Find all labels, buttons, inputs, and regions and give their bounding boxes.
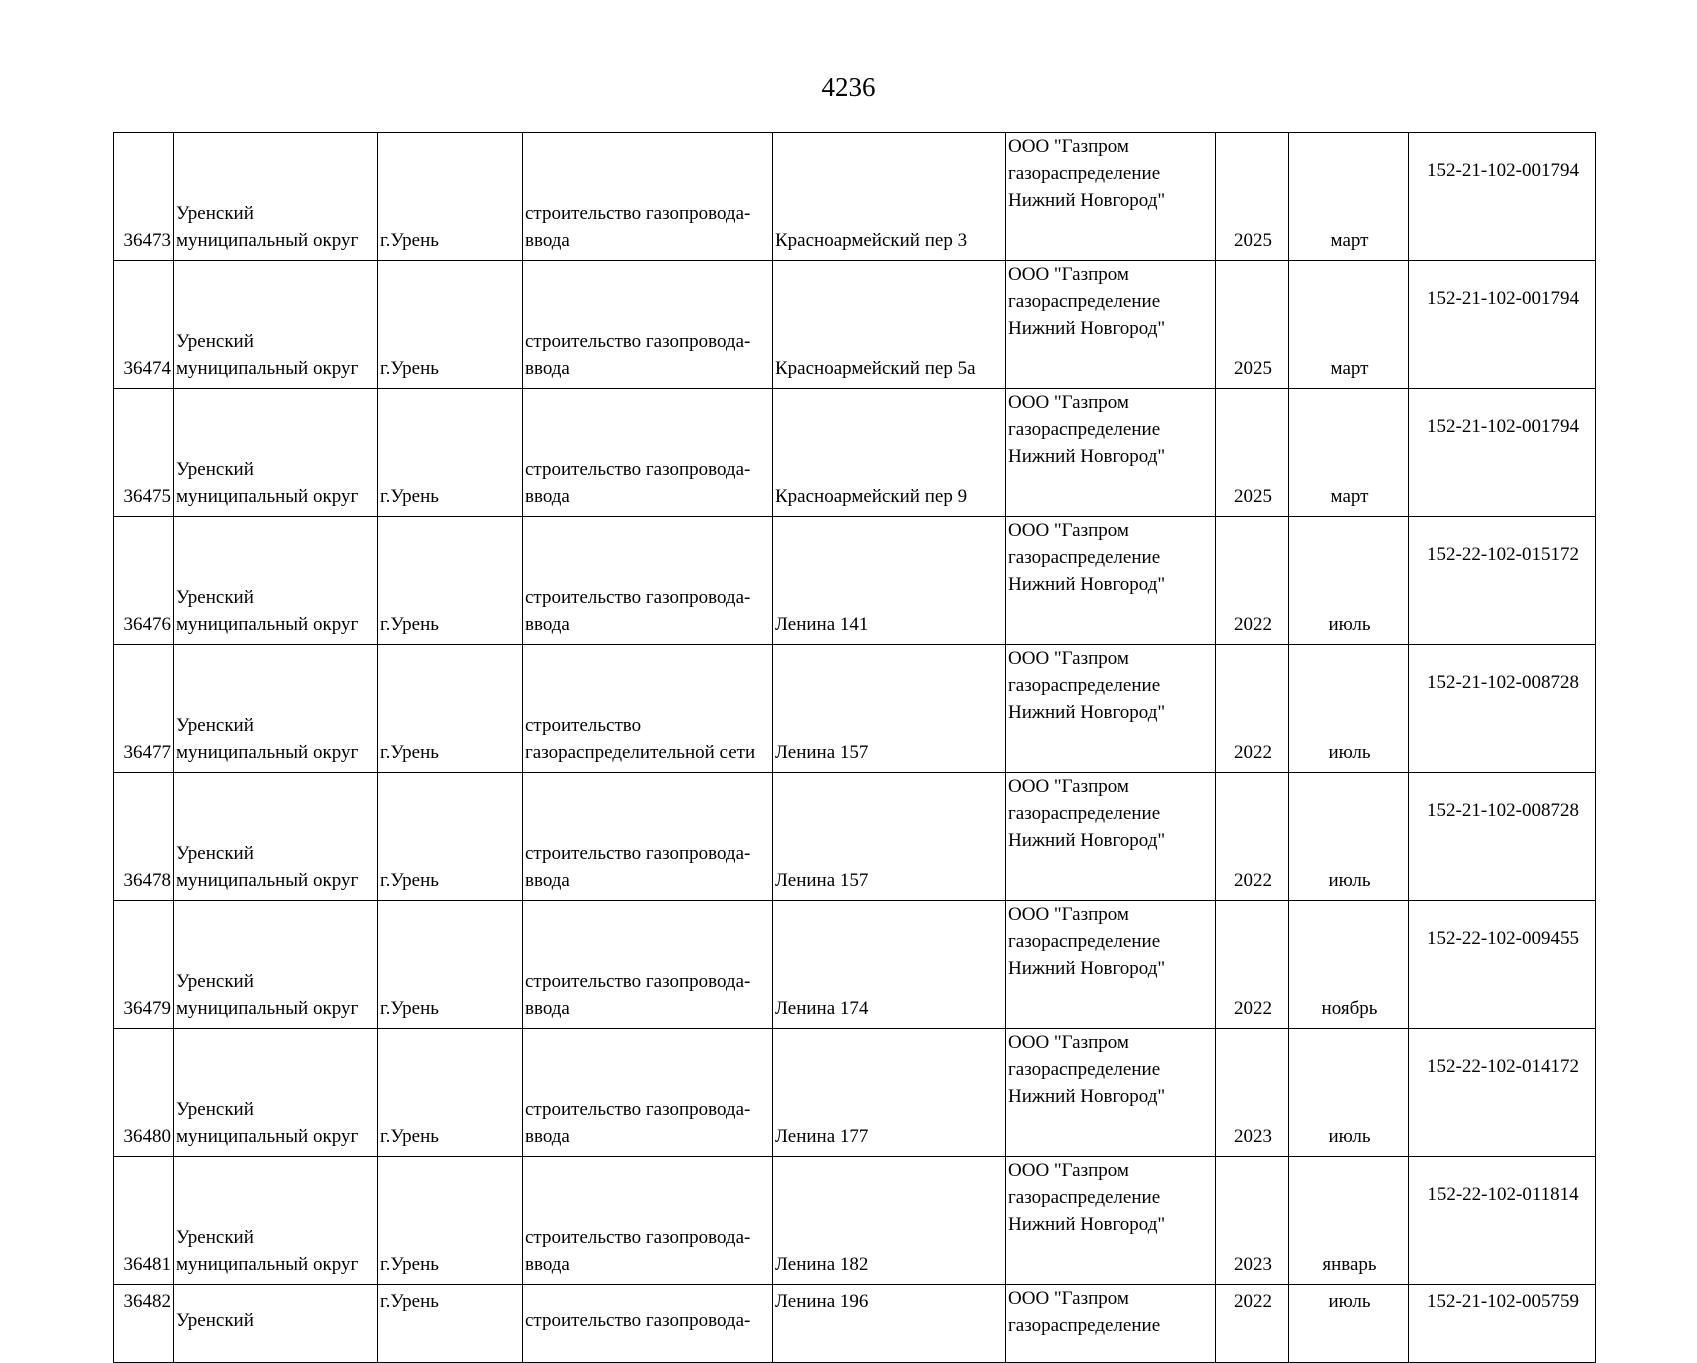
organization-cell <box>1006 261 1216 389</box>
organization-line: Нижний Новгород" <box>1008 574 1166 595</box>
organization-cell <box>1006 645 1216 773</box>
work-type-cell <box>523 1029 773 1157</box>
table-body <box>114 133 1596 1363</box>
district-cell <box>174 1029 378 1157</box>
work-type-line: ввода <box>525 1126 570 1147</box>
organization-line: ООО "Газпром <box>1008 1288 1129 1309</box>
program-code-cell: 152-22-102-011814 <box>1409 1157 1596 1285</box>
organization-line: газораспределение <box>1008 291 1161 312</box>
month-cell: июль <box>1289 773 1409 901</box>
address-cell: Красноармейский пер 5а <box>773 261 1006 389</box>
organization-cell <box>1006 517 1216 645</box>
district-line: Уренский <box>176 587 254 608</box>
address-cell: Ленина 141 <box>773 517 1006 645</box>
district-line: Уренский <box>176 715 254 736</box>
program-code-cell: 152-22-102-014172 <box>1409 1029 1596 1157</box>
city-cell: г.Урень <box>378 389 523 517</box>
district-cell <box>174 901 378 1029</box>
year-cell: 2025 <box>1216 261 1289 389</box>
district-line: муниципальный округ <box>176 230 359 251</box>
organization-line: ООО "Газпром <box>1008 392 1129 413</box>
organization-line: ООО "Газпром <box>1008 776 1129 797</box>
organization-line: ООО "Газпром <box>1008 1160 1129 1181</box>
work-type-cell <box>523 901 773 1029</box>
work-type-line: ввода <box>525 998 570 1019</box>
work-type-line: строительство газопровода- <box>525 203 751 224</box>
organization-cell <box>1006 389 1216 517</box>
address-cell: Красноармейский пер 3 <box>773 133 1006 261</box>
district-line: муниципальный округ <box>176 1254 359 1275</box>
month-cell: ноябрь <box>1289 901 1409 1029</box>
district-cell <box>174 1157 378 1285</box>
district-line: муниципальный округ <box>176 1126 359 1147</box>
month-cell: июль <box>1289 517 1409 645</box>
organization-line: газораспределение <box>1008 547 1161 568</box>
year-cell: 2023 <box>1216 1029 1289 1157</box>
table-row-last <box>114 1285 1596 1363</box>
month-cell: январь <box>1289 1157 1409 1285</box>
address-cell: Красноармейский пер 9 <box>773 389 1006 517</box>
row-number: 36475 <box>114 389 174 517</box>
district-line: Уренский <box>176 1099 254 1120</box>
organization-line: газораспределение <box>1008 931 1161 952</box>
work-type-line: ввода <box>525 870 570 891</box>
month-cell: март <box>1289 133 1409 261</box>
registry-table <box>113 132 1596 1363</box>
table-row <box>114 1029 1596 1157</box>
program-code-cell: 152-21-102-005759 <box>1409 1285 1596 1363</box>
year-cell: 2022 <box>1216 773 1289 901</box>
organization-line: Нижний Новгород" <box>1008 830 1166 851</box>
city-cell: г.Урень <box>378 1157 523 1285</box>
table-row <box>114 261 1596 389</box>
city-cell: г.Урень <box>378 773 523 901</box>
year-cell: 2022 <box>1216 901 1289 1029</box>
work-type-line: строительство газопровода- <box>525 459 751 480</box>
district-cell <box>174 773 378 901</box>
table-row <box>114 1157 1596 1285</box>
work-type-line: газораспределительной сети <box>525 742 756 763</box>
city-cell: г.Урень <box>378 261 523 389</box>
row-number: 36476 <box>114 517 174 645</box>
program-code-cell: 152-21-102-001794 <box>1409 133 1596 261</box>
row-number: 36480 <box>114 1029 174 1157</box>
row-number: 36479 <box>114 901 174 1029</box>
organization-line: Нижний Новгород" <box>1008 446 1166 467</box>
work-type-line: ввода <box>525 1254 570 1275</box>
city-cell: г.Урень <box>378 517 523 645</box>
work-type-cell <box>523 1157 773 1285</box>
table-row <box>114 645 1596 773</box>
address-cell: Ленина 157 <box>773 645 1006 773</box>
organization-line: Нижний Новгород" <box>1008 318 1166 339</box>
table-row <box>114 389 1596 517</box>
district-line: муниципальный округ <box>176 870 359 891</box>
work-type-line: строительство <box>525 715 642 736</box>
program-code-cell: 152-22-102-015172 <box>1409 517 1596 645</box>
work-type-cell <box>523 389 773 517</box>
work-type-cell <box>523 773 773 901</box>
organization-line: газораспределение <box>1008 419 1161 440</box>
address-cell: Ленина 177 <box>773 1029 1006 1157</box>
program-code-cell: 152-21-102-008728 <box>1409 773 1596 901</box>
organization-line: ООО "Газпром <box>1008 904 1129 925</box>
district-cell: Уренский <box>174 1285 378 1363</box>
city-cell: г.Урень <box>378 1285 523 1363</box>
organization-line: Нижний Новгород" <box>1008 702 1166 723</box>
organization-cell <box>1006 1285 1216 1363</box>
district-line: муниципальный округ <box>176 614 359 635</box>
work-type-line: строительство газопровода- <box>525 843 751 864</box>
month-cell: март <box>1289 261 1409 389</box>
district-cell <box>174 133 378 261</box>
year-cell: 2025 <box>1216 133 1289 261</box>
district-cell <box>174 517 378 645</box>
district-cell <box>174 645 378 773</box>
organization-line: ООО "Газпром <box>1008 1032 1129 1053</box>
work-type-line: ввода <box>525 486 570 507</box>
work-type-line: строительство газопровода- <box>525 331 751 352</box>
month-cell: март <box>1289 389 1409 517</box>
organization-line: газораспределение <box>1008 163 1161 184</box>
district-line: муниципальный округ <box>176 998 359 1019</box>
organization-line: ООО "Газпром <box>1008 648 1129 669</box>
organization-line: ООО "Газпром <box>1008 520 1129 541</box>
row-number: 36481 <box>114 1157 174 1285</box>
table-row <box>114 773 1596 901</box>
address-cell: Ленина 174 <box>773 901 1006 1029</box>
work-type-cell <box>523 645 773 773</box>
work-type-cell <box>523 133 773 261</box>
organization-line: Нижний Новгород" <box>1008 190 1166 211</box>
district-line: муниципальный округ <box>176 358 359 379</box>
organization-line: ООО "Газпром <box>1008 136 1129 157</box>
organization-line: ООО "Газпром <box>1008 264 1129 285</box>
year-cell: 2022 <box>1216 517 1289 645</box>
district-line: Уренский <box>176 331 254 352</box>
row-number: 36473 <box>114 133 174 261</box>
year-cell: 2023 <box>1216 1157 1289 1285</box>
district-line: Уренский <box>176 203 254 224</box>
program-code-cell: 152-22-102-009455 <box>1409 901 1596 1029</box>
table-row <box>114 133 1596 261</box>
district-line: муниципальный округ <box>176 486 359 507</box>
work-type-line: строительство газопровода- <box>525 587 751 608</box>
year-cell: 2022 <box>1216 1285 1289 1363</box>
organization-cell <box>1006 901 1216 1029</box>
organization-cell <box>1006 773 1216 901</box>
district-cell <box>174 389 378 517</box>
work-type-line: строительство газопровода- <box>525 1227 751 1248</box>
row-number: 36474 <box>114 261 174 389</box>
address-cell: Ленина 157 <box>773 773 1006 901</box>
table-row <box>114 901 1596 1029</box>
work-type-cell: строительство газопровода- <box>523 1285 773 1363</box>
program-code-cell: 152-21-102-001794 <box>1409 261 1596 389</box>
district-line: Уренский <box>176 1227 254 1248</box>
work-type-cell <box>523 517 773 645</box>
program-code-cell: 152-21-102-001794 <box>1409 389 1596 517</box>
organization-line: газораспределение <box>1008 1059 1161 1080</box>
organization-cell <box>1006 133 1216 261</box>
table-row <box>114 517 1596 645</box>
month-cell: июль <box>1289 1285 1409 1363</box>
year-cell: 2025 <box>1216 389 1289 517</box>
organization-line: Нижний Новгород" <box>1008 1214 1166 1235</box>
city-cell: г.Урень <box>378 901 523 1029</box>
address-cell: Ленина 182 <box>773 1157 1006 1285</box>
organization-cell <box>1006 1029 1216 1157</box>
organization-line: газораспределение <box>1008 1187 1161 1208</box>
row-number: 36477 <box>114 645 174 773</box>
district-line: Уренский <box>176 971 254 992</box>
work-type-cell <box>523 261 773 389</box>
year-cell: 2022 <box>1216 645 1289 773</box>
address-cell: Ленина 196 <box>773 1285 1006 1363</box>
work-type-line: ввода <box>525 358 570 379</box>
work-type-line: ввода <box>525 614 570 635</box>
city-cell: г.Урень <box>378 133 523 261</box>
organization-line: газораспределение <box>1008 803 1161 824</box>
work-type-line: строительство газопровода- <box>525 971 751 992</box>
organization-line: Нижний Новгород" <box>1008 958 1166 979</box>
district-cell <box>174 261 378 389</box>
month-cell: июль <box>1289 645 1409 773</box>
organization-line: газораспределение <box>1008 675 1161 696</box>
page-number: 4236 <box>821 72 876 102</box>
city-cell: г.Урень <box>378 1029 523 1157</box>
district-line: Уренский <box>176 459 254 480</box>
row-number: 36478 <box>114 773 174 901</box>
city-cell: г.Урень <box>378 645 523 773</box>
month-cell: июль <box>1289 1029 1409 1157</box>
work-type-line: строительство газопровода- <box>525 1099 751 1120</box>
district-line: муниципальный округ <box>176 742 359 763</box>
row-number: 36482 <box>114 1285 174 1363</box>
program-code-cell: 152-21-102-008728 <box>1409 645 1596 773</box>
organization-cell <box>1006 1157 1216 1285</box>
work-type-line: ввода <box>525 230 570 251</box>
organization-line: газораспределение <box>1008 1315 1161 1336</box>
district-line: Уренский <box>176 843 254 864</box>
organization-line: Нижний Новгород" <box>1008 1086 1166 1107</box>
